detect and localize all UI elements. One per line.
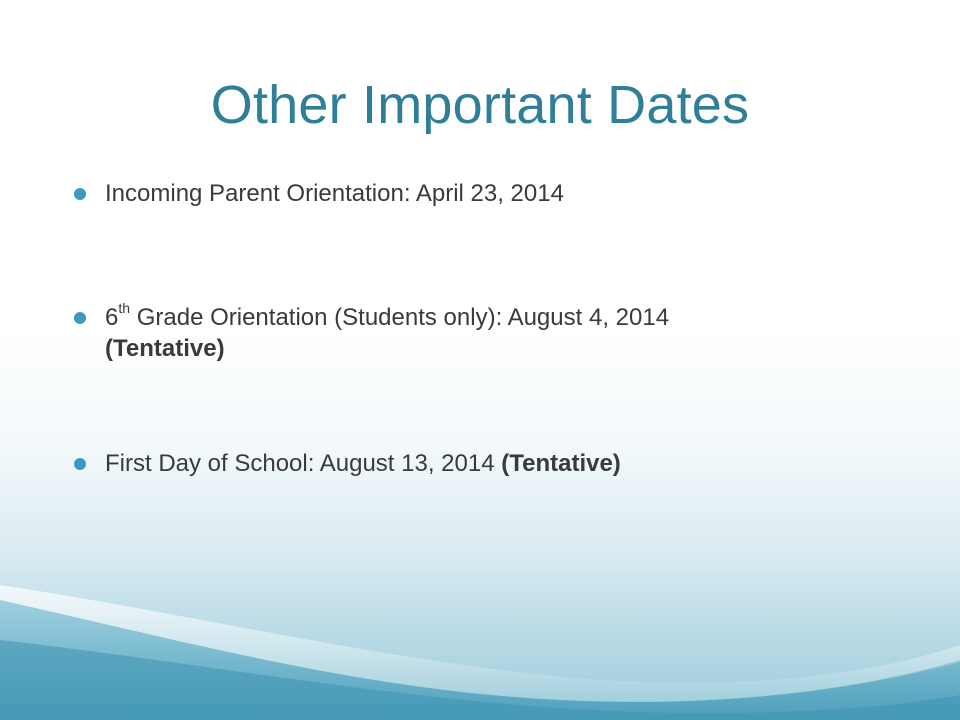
bullet-superscript: th (118, 300, 131, 316)
bullet-dot-icon (74, 188, 86, 200)
slide-title: Other Important Dates (210, 75, 750, 135)
bullet-text: Incoming Parent Orientation: April 23, 2014 (105, 180, 564, 207)
bullet-item-first-day (74, 448, 914, 479)
bullet-item-6th-grade-orientation (74, 302, 914, 364)
bullet-dot-icon (74, 312, 86, 324)
bullet-prefix: 6 (105, 304, 119, 331)
bullet-list (74, 178, 914, 479)
bullet-text: Grade Orientation (Students only): August 4, 2014 (130, 304, 670, 331)
bullet-emphasis: (Tentative) (105, 335, 225, 362)
bullet-item-parent-orientation (74, 178, 914, 209)
bullet-dot-icon (74, 458, 86, 470)
bullet-emphasis: (Tentative) (501, 450, 621, 477)
bullet-text: First Day of School: August 13, 2014 (105, 450, 502, 477)
